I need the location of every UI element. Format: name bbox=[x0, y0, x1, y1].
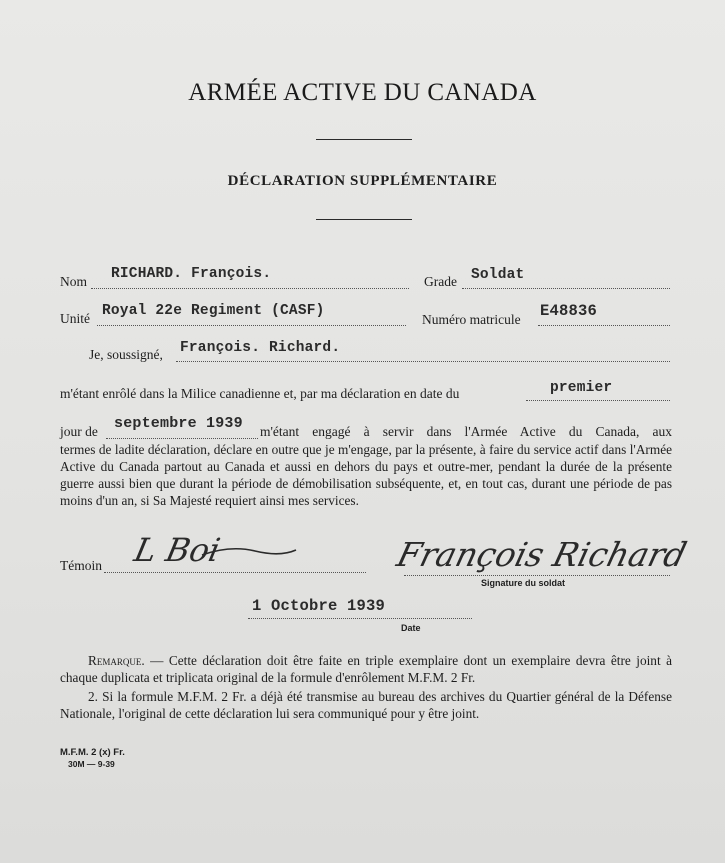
soldat-signature-line bbox=[404, 575, 670, 576]
note-2: 2. Si la formule M.F.M. 2 Fr. a déjà été transmise au bureau des archives du Quartier général de la Défense Nationale, l'original de cette déclaration lui sera communiqué pour y être joint. bbox=[60, 689, 672, 721]
body-text: termes de ladite déclaration, déclare en outre que je m'engage, par la présente, à faire du service actif dans l'Armée Active du Canada partout au Canada et aussi en dehors du pays et outre-mer, pendant la durée de la présente guerre aussi bien que durant la période de démobilisation subséquente, et, en tout cas, durant une période de pas moins d'un an, si Sa Majesté requiert ainsi mes services. bbox=[60, 442, 672, 508]
unite-label: Unité bbox=[60, 311, 90, 326]
date-caption: Date bbox=[401, 623, 421, 633]
soldat-signature-caption: Signature du soldat bbox=[481, 578, 566, 588]
enrolled-day-line bbox=[526, 400, 670, 401]
document-title: ARMÉE ACTIVE DU CANADA bbox=[188, 79, 537, 106]
temoin-signature-flourish bbox=[200, 541, 300, 561]
grade-line bbox=[462, 288, 670, 289]
unite-value: Royal 22e Regiment (CASF) bbox=[102, 303, 325, 319]
temoin-line bbox=[104, 572, 366, 573]
form-code: M.F.M. 2 (x) Fr. bbox=[60, 747, 125, 758]
nom-label: Nom bbox=[60, 274, 87, 289]
soussigne-line bbox=[176, 361, 670, 362]
title-divider bbox=[316, 139, 412, 140]
temoin-label: Témoin bbox=[60, 558, 102, 573]
grade-value: Soldat bbox=[471, 267, 525, 283]
enrolled-text: m'étant enrôlé dans la Milice canadienne et, par ma déclaration en date du bbox=[60, 386, 460, 401]
print-code: 30M — 9-39 bbox=[68, 759, 115, 769]
matricule-value: E48836 bbox=[540, 302, 598, 320]
matricule-line bbox=[538, 325, 670, 326]
date-line bbox=[248, 618, 472, 619]
nom-value: RICHARD. François. bbox=[111, 266, 272, 282]
nom-line bbox=[91, 288, 409, 289]
grade-label: Grade bbox=[424, 274, 457, 289]
remarque-text: — Cette déclaration doit être faite en triple exemplaire dont un exemplaire devra être joint à chaque duplicata et triplicata original de la formule d'enrôlement M.F.M. 2 Fr. bbox=[60, 653, 672, 685]
matricule-label: Numéro matricule bbox=[422, 312, 521, 327]
month-year-value: septembre 1939 bbox=[114, 415, 243, 432]
month-year-line bbox=[106, 438, 258, 439]
soldat-signature: François Richard bbox=[393, 535, 691, 574]
jour-de-label: jour de bbox=[60, 424, 98, 439]
remarque-label: Remarque. bbox=[88, 653, 145, 668]
temoin-signature: L Boi bbox=[130, 531, 224, 569]
unite-line bbox=[97, 325, 406, 326]
date-value: 1 Octobre 1939 bbox=[252, 597, 386, 615]
soussigne-label: Je, soussigné, bbox=[89, 347, 163, 362]
soussigne-value: François. Richard. bbox=[180, 340, 341, 356]
engage-text: m'étant engagé à servir dans l'Armée Active du Canada, aux bbox=[260, 424, 672, 439]
enrolled-day-value: premier bbox=[550, 380, 613, 396]
document-subtitle: DÉCLARATION SUPPLÉMENTAIRE bbox=[227, 173, 498, 189]
subtitle-divider bbox=[316, 219, 412, 220]
remarque-note bbox=[60, 652, 672, 686]
